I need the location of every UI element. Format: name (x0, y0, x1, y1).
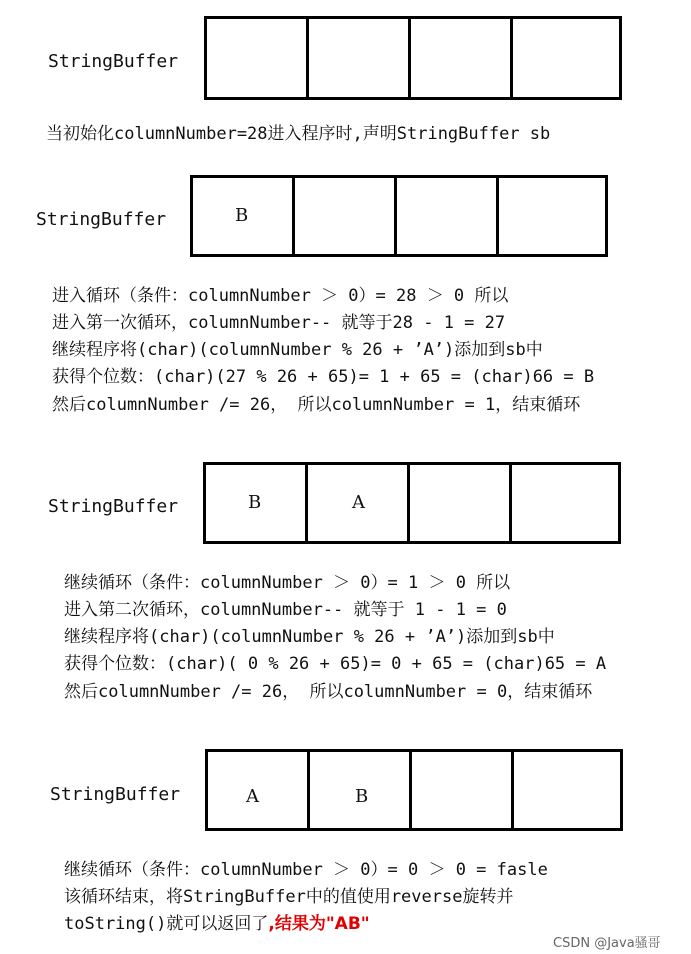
explanation-line: 然后columnNumber /= 26， 所以columnNumber = 0，结束循环 (64, 682, 593, 702)
cell-value: A (352, 492, 365, 513)
explanation-line: 继续循环（条件：columnNumber ＞ 0）= 0 ＞ 0 = fasle (64, 860, 548, 880)
explanation-line: 继续循环（条件：columnNumber ＞ 0）= 1 ＞ 0 所以 (64, 573, 511, 593)
result-text: ,结果为"AB" (268, 914, 370, 934)
stringbuffer-label-3: StringBuffer (48, 496, 179, 517)
stringbuffer-box-3 (203, 462, 621, 544)
explanation-line: 然后columnNumber /= 26， 所以columnNumber = 1，结束循环 (52, 395, 581, 415)
buffer-cell (206, 465, 308, 541)
cell-value: B (235, 205, 249, 226)
explanation-line: 继续程序将(char)(columnNumber % 26 + ’A’)添加到sb中 (64, 627, 555, 647)
buffer-cell (309, 19, 411, 97)
stringbuffer-label-1: StringBuffer (48, 51, 179, 72)
buffer-cell (310, 752, 412, 828)
explanation-line: 获得个位数：(char)( 0 % 26 + 65)= 0 + 65 = (char)65 = A (64, 654, 607, 674)
buffer-cell (512, 465, 614, 541)
buffer-cell (193, 178, 295, 254)
buffer-cell (397, 178, 499, 254)
stringbuffer-box-1 (204, 16, 622, 100)
explanation-line: 获得个位数：(char)(27 % 26 + 65)= 1 + 65 = (char)66 = B (52, 367, 595, 387)
buffer-cell (295, 178, 397, 254)
buffer-cell (410, 465, 512, 541)
buffer-cell (411, 19, 513, 97)
stringbuffer-label-4: StringBuffer (50, 784, 181, 805)
explanation-line: 进入第二次循环，columnNumber-- 就等于 1 - 1 = 0 (64, 600, 507, 620)
final-text: toString()就可以返回了 (64, 914, 269, 934)
cell-value: B (355, 786, 369, 807)
buffer-cell (207, 19, 309, 97)
explanation-line: 继续程序将(char)(columnNumber % 26 + ’A’)添加到sb中 (52, 340, 543, 360)
buffer-cell (499, 178, 601, 254)
explanation-line: 当初始化columnNumber=28进入程序时,声明StringBuffer sb (46, 124, 551, 144)
explanation-line-final (64, 914, 370, 934)
explanation-line: 进入循环（条件：columnNumber ＞ 0）= 28 ＞ 0 所以 (52, 286, 509, 306)
buffer-cell (513, 19, 615, 97)
explanation-line: 进入第一次循环，columnNumber-- 就等于28 - 1 = 27 (52, 313, 506, 333)
buffer-cell (412, 752, 514, 828)
watermark: CSDN @Java骚哥 (553, 936, 661, 951)
cell-value: B (248, 492, 262, 513)
buffer-cell (514, 752, 616, 828)
stringbuffer-box-4 (205, 749, 623, 831)
buffer-cell (208, 752, 310, 828)
explanation-line: 该循环结束，将StringBuffer中的值使用reverse旋转并 (64, 887, 514, 907)
buffer-cell (308, 465, 410, 541)
stringbuffer-label-2: StringBuffer (36, 209, 167, 230)
stringbuffer-box-2 (190, 175, 608, 257)
cell-value: A (246, 786, 259, 807)
